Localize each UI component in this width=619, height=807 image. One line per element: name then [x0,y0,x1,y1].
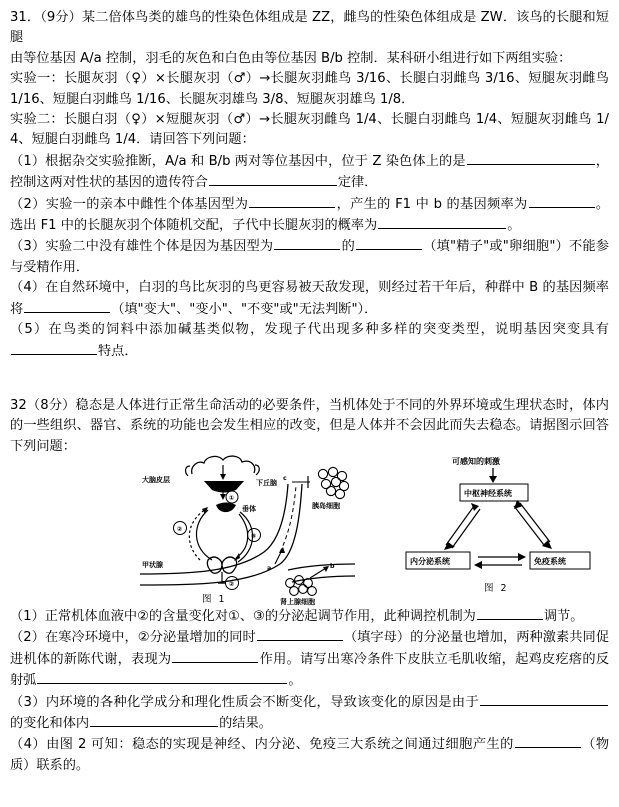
q31-sub5-text-a: （5）在鸟类的饲料中添加碱基类似物，发现子代出现多种多样的突变类型，说明基因突变具有 [10,322,609,338]
q31-sub-4 [10,278,609,320]
q32-sub-3 [10,692,609,735]
marker-a: a [267,565,272,572]
q32-sub3-blank-2[interactable] [90,713,218,727]
label-cerebral-cortex: 大脑皮层 [142,476,170,484]
q31-sub2-text-a: （2）实验一的亲本中雌性个体基因型为 [10,196,249,212]
q31-sub2-text-c: 。选出 F1 中的长腿灰羽个体随机交配，子代中长腿灰羽的概率为 [10,196,610,234]
q32-sub2-blank-3[interactable] [37,670,287,684]
figure-2 [400,452,600,600]
q31-sub5-blank-1[interactable] [11,341,97,355]
q31-sub1-text-c: 定律． [337,175,378,191]
q32-stem-line-1: 32（8分）稳态是人体进行正常生命活动的必要条件，当机体处于不同的外界环境或生理状态时，体内的一些组织、器官、系统的功能也会发生相应的改变，但是人体并不会因此而失去稳态。请据图示回答下列问题： [10,398,609,454]
q32-sub2-text-d: 。 [288,673,302,689]
q32-sub2-text-c: 作用。请写出寒冷条件下皮肤立毛肌收缩，起鸡皮疙瘩的反射弧 [10,651,610,689]
q31-sub4-blank-1[interactable] [24,299,110,313]
q31-stem-line-4: 实验二：长腿白羽（♀）×短腿灰羽（♂）→长腿灰羽雌鸟 1/4、长腿白羽雌鸟 1/4、短腿灰羽雌鸟 1/4、短腿白羽雌鸟 1/4．请回答下列问题： [10,112,609,148]
stimulus-to-cns-arrow [489,476,497,483]
q31-stem-line-1: 31．（9分）某二倍体鸟类的雄鸟的性染色体组成是 ZZ，雌鸟的性染色体组成是 ZW．该鸟的长腿和短腿 [10,10,609,46]
cns-immune-double-arrow [514,500,552,549]
q31-stem-line-2: 由等位基因 A/a 控制，羽毛的灰色和白色由等位基因 B/b 控制．某科研小组进行如下两组实验： [10,50,572,66]
q32-sub2-blank-1[interactable] [257,627,343,641]
question-31 [0,8,619,362]
q32-sub3-text-b: 的变化和体内 [10,716,90,732]
q31-sub1-blank-1[interactable] [467,151,595,165]
q32-sub3-text-c: 的结果。 [219,716,272,732]
marker-two-bottom: ② [229,581,235,588]
q31-sub3-blank-2[interactable] [356,236,422,250]
q32-sub1-text-a: （1）正常机体血液中②的含量变化对①、③的分泌起调节作用，此种调控机制为 [10,609,476,624]
q31-sub2-text-d: 。 [507,218,521,234]
q31-sub1-blank-2[interactable] [209,172,337,186]
q32-sub1-text-b: 调节。 [543,609,584,624]
q31-sub2-blank-2[interactable] [529,194,595,208]
pituitary-shape [216,503,236,513]
q32-sub4-text-b: （物质）联系的。 [10,737,610,773]
marker-one: ① [229,495,235,502]
q32-sub4-text-a: （4）由图 2 可知：稳态的实现是神经、内分泌、免疫三大系统之间通过细胞产生的 [10,737,514,753]
q32-sub-4 [10,734,609,776]
q32-sub3-blank-1[interactable] [480,692,608,706]
q32-sub3-text-a: （3）内环境的各种化学成分和理化性质会不断变化，导致该变化的原因是由于 [10,694,479,710]
figure-1-svg [140,452,355,606]
label-hypothalamus: 下丘脑 [256,479,277,487]
q31-sub4-text-b: （填"变大"、"变小"、"不变"或"无法判断"）． [111,301,378,317]
marker-c: c [283,475,287,482]
q31-sub2-text-b: ，产生的 F1 中 b 的基因频率为 [336,196,528,212]
q31-sub2-blank-3[interactable] [378,215,506,229]
label-thyroid: 甲状腺 [142,561,163,569]
label-pituitary: 垂体 [242,505,256,513]
q31-sub3-text-c: （填"精子"或"卵细胞"）不能参与受精作用． [10,239,610,275]
q31-sub-5 [10,320,609,362]
q31-sub4-text-a: （4）在自然环境中，白羽的鸟比灰羽的鸟更容易被天敌发现，则经过若干年后，种群中 B 的基因频率将 [10,280,609,317]
q32-sub-1 [10,606,609,627]
q31-sub-1 [10,151,609,194]
q31-stem-line-3: 实验一：长腿灰羽（♀）×长腿灰羽（♂）→长腿灰羽雌鸟 3/16、长腿白羽雌鸟 3/16、短腿灰羽雌鸟 1/16、短腿白羽雌鸟 1/16、长腿灰羽雄鸟 3/8、短腿灰羽雄鸟 1/8． [10,71,609,107]
label-islet-cells: 胰岛细胞 [312,502,340,510]
q31-sub3-text-b: 的 [341,239,355,255]
marker-three: ③ [251,533,257,540]
hypothalamus-shape [204,481,244,493]
q31-sub3-text-a: （3）实验二中没有雄性个体是因为基因型为 [10,239,274,255]
q32-sub-2 [10,627,609,691]
q31-sub2-blank-1[interactable] [249,194,335,208]
brain-to-hypothalamus-arrow [220,474,226,480]
figure-2-caption: 图 2 [484,583,509,594]
cns-endocrine-double-arrow [444,503,480,550]
node-stimulus: 可感知的刺激 [452,457,500,466]
islet-cell-cluster [318,467,348,498]
figure-1-caption: 图 1 [202,594,227,605]
q32-sub2-text-b: （填字母）的分泌量也增加，两种激素共同促进机体的新陈代谢，表现为 [10,630,610,667]
figure-1 [140,452,355,606]
label-adrenal-cells: 肾上腺细胞 [280,598,315,606]
question-32-subs [0,606,619,776]
node-endocrine: 内分泌系统 [410,557,450,566]
figures-row [0,452,619,606]
marker-two-left: ② [177,526,183,533]
marker-b: b [330,563,335,570]
question-32 [0,396,619,457]
q31-sub3-blank-1[interactable] [274,236,340,250]
node-immune: 免疫系统 [534,557,566,566]
q31-sub1-text-a: （1）根据杂交实验推断，A/a 和 B/b 两对等位基因中，位于 Z 染色体上的是 [10,153,466,169]
q32-sub2-blank-2[interactable] [172,649,258,663]
q31-sub-3 [10,236,609,278]
q32-sub2-text-a: （2）在寒冷环境中，②分泌量增加的同时 [10,630,256,646]
q32-sub4-blank-1[interactable] [515,734,581,748]
q32-sub1-blank-1[interactable] [477,606,543,620]
endocrine-immune-double-arrow [474,553,526,569]
node-cns: 中枢神经系统 [464,489,512,498]
figure-2-svg [400,452,600,600]
q31-sub-2 [10,194,609,237]
q31-sub5-text-b: 特点． [98,343,138,359]
q31-sub1-text-b: ，控制这两对性状的基因的遗传符合 [10,153,609,191]
